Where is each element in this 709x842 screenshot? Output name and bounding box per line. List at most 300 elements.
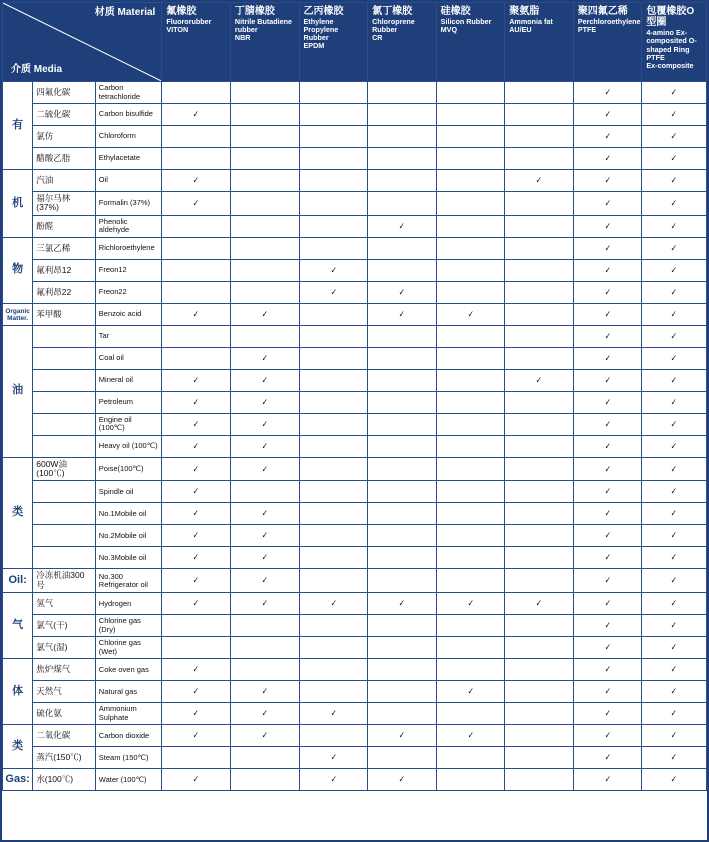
compatibility-empty-cell: [299, 237, 368, 259]
media-name-en: Freon22: [95, 281, 162, 303]
compatibility-check-icon: ✓: [162, 170, 231, 192]
compatibility-check-icon: ✓: [573, 347, 642, 369]
compatibility-check-icon: ✓: [642, 391, 707, 413]
row-group-label: 气: [3, 593, 33, 659]
compatibility-check-icon: ✓: [642, 503, 707, 525]
compatibility-empty-cell: [162, 215, 231, 237]
compatibility-check-icon: ✓: [573, 457, 642, 481]
compatibility-empty-cell: [230, 747, 299, 769]
compatibility-empty-cell: [368, 525, 437, 547]
media-name-en: No.2Mobile oil: [95, 525, 162, 547]
compatibility-check-icon: ✓: [642, 259, 707, 281]
compatibility-check-icon: ✓: [230, 503, 299, 525]
col-en: Ammonia fat: [509, 17, 553, 27]
compatibility-check-icon: ✓: [436, 303, 505, 325]
compatibility-empty-cell: [436, 747, 505, 769]
compatibility-empty-cell: [436, 259, 505, 281]
compatibility-check-icon: ✓: [162, 503, 231, 525]
compatibility-empty-cell: [505, 281, 574, 303]
compatibility-empty-cell: [368, 457, 437, 481]
compatibility-empty-cell: [230, 659, 299, 681]
table-row: [3, 435, 707, 457]
compatibility-empty-cell: [505, 681, 574, 703]
compatibility-empty-cell: [505, 413, 574, 435]
compatibility-check-icon: ✓: [642, 637, 707, 659]
compatibility-check-icon: ✓: [573, 659, 642, 681]
compatibility-check-icon: ✓: [299, 747, 368, 769]
compatibility-empty-cell: [368, 413, 437, 435]
compatibility-empty-cell: [299, 503, 368, 525]
compatibility-empty-cell: [299, 369, 368, 391]
header-corner-cell: [3, 3, 162, 82]
compatibility-check-icon: ✓: [162, 659, 231, 681]
compatibility-check-icon: ✓: [162, 725, 231, 747]
compatibility-empty-cell: [436, 569, 505, 593]
media-name-en: Hydrogen: [95, 593, 162, 615]
row-group-label: 类: [3, 457, 33, 569]
compatibility-check-icon: ✓: [642, 747, 707, 769]
compatibility-check-icon: ✓: [230, 369, 299, 391]
compatibility-check-icon: ✓: [299, 703, 368, 725]
compatibility-check-icon: ✓: [299, 769, 368, 791]
compatibility-empty-cell: [436, 525, 505, 547]
compatibility-empty-cell: [368, 681, 437, 703]
media-name-cn: 汽油: [33, 170, 96, 192]
compatibility-check-icon: ✓: [573, 747, 642, 769]
compatibility-empty-cell: [505, 104, 574, 126]
media-name-en: No.1Mobile oil: [95, 503, 162, 525]
compatibility-check-icon: ✓: [162, 457, 231, 481]
compatibility-check-icon: ✓: [162, 525, 231, 547]
compatibility-empty-cell: [368, 104, 437, 126]
compatibility-check-icon: ✓: [573, 503, 642, 525]
compatibility-empty-cell: [230, 615, 299, 637]
compatibility-empty-cell: [162, 615, 231, 637]
media-name-cn: 氟利昂12: [33, 259, 96, 281]
table-row: [3, 148, 707, 170]
media-name-en: Spindle oil: [95, 481, 162, 503]
compatibility-check-icon: ✓: [230, 347, 299, 369]
compatibility-empty-cell: [299, 347, 368, 369]
row-group-label: Oil:: [3, 569, 33, 593]
compatibility-check-icon: ✓: [642, 681, 707, 703]
compatibility-empty-cell: [436, 481, 505, 503]
media-name-cn: [33, 391, 96, 413]
media-name-cn: [33, 481, 96, 503]
compatibility-check-icon: ✓: [642, 725, 707, 747]
media-name-cn: 醋酸乙脂: [33, 148, 96, 170]
compatibility-empty-cell: [162, 126, 231, 148]
media-name-cn: [33, 325, 96, 347]
compatibility-empty-cell: [505, 237, 574, 259]
compatibility-empty-cell: [162, 82, 231, 104]
compatibility-check-icon: ✓: [368, 303, 437, 325]
compatibility-empty-cell: [162, 259, 231, 281]
compatibility-empty-cell: [368, 347, 437, 369]
row-group-label: 体: [3, 659, 33, 725]
col-cn: 氯丁橡胶: [372, 6, 413, 17]
column-header-ptfe: [573, 3, 642, 82]
compatibility-check-icon: ✓: [573, 725, 642, 747]
compatibility-empty-cell: [436, 413, 505, 435]
compatibility-check-icon: ✓: [162, 413, 231, 435]
compatibility-check-icon: ✓: [573, 215, 642, 237]
compatibility-check-icon: ✓: [642, 148, 707, 170]
compatibility-check-icon: ✓: [573, 82, 642, 104]
compatibility-empty-cell: [436, 503, 505, 525]
compatibility-empty-cell: [299, 192, 368, 216]
compatibility-empty-cell: [368, 481, 437, 503]
compatibility-empty-cell: [299, 457, 368, 481]
table-row: [3, 681, 707, 703]
col-cn: 聚氨脂: [509, 6, 540, 17]
compatibility-empty-cell: [505, 637, 574, 659]
compatibility-check-icon: ✓: [573, 481, 642, 503]
compatibility-check-icon: ✓: [573, 259, 642, 281]
table-row: [3, 82, 707, 104]
compatibility-empty-cell: [505, 347, 574, 369]
col-en: Silicon Rubber: [440, 17, 492, 27]
compatibility-check-icon: ✓: [162, 435, 231, 457]
compatibility-empty-cell: [162, 148, 231, 170]
compatibility-empty-cell: [162, 637, 231, 659]
compatibility-empty-cell: [368, 703, 437, 725]
col-en: Nitrile Butadiene rubber: [234, 17, 293, 35]
compatibility-empty-cell: [436, 347, 505, 369]
compatibility-check-icon: ✓: [642, 481, 707, 503]
row-group-label: [3, 303, 33, 325]
media-name-en: Freon12: [95, 259, 162, 281]
compatibility-empty-cell: [368, 569, 437, 593]
compatibility-empty-cell: [230, 769, 299, 791]
media-name-en: Richloroethylene: [95, 237, 162, 259]
compatibility-empty-cell: [436, 104, 505, 126]
media-name-en: No.300 Refrigerator oil: [95, 569, 162, 593]
compatibility-check-icon: ✓: [230, 525, 299, 547]
compatibility-check-icon: ✓: [230, 413, 299, 435]
table-row: [3, 347, 707, 369]
compatibility-empty-cell: [436, 703, 505, 725]
compatibility-empty-cell: [368, 148, 437, 170]
media-name-en: Natural gas: [95, 681, 162, 703]
compatibility-check-icon: ✓: [642, 347, 707, 369]
column-header-cr: [368, 3, 437, 82]
compatibility-empty-cell: [230, 215, 299, 237]
compatibility-empty-cell: [299, 615, 368, 637]
media-name-en: No.3Mobile oil: [95, 547, 162, 569]
table-row: [3, 481, 707, 503]
compatibility-empty-cell: [436, 82, 505, 104]
compatibility-empty-cell: [368, 659, 437, 681]
table-row: [3, 725, 707, 747]
compatibility-empty-cell: [505, 747, 574, 769]
table-row: [3, 747, 707, 769]
col-code: NBR: [234, 33, 251, 43]
compatibility-empty-cell: [436, 192, 505, 216]
table-row: [3, 281, 707, 303]
compatibility-empty-cell: [368, 747, 437, 769]
compatibility-empty-cell: [299, 104, 368, 126]
row-group-label: 机: [3, 170, 33, 238]
header-media-label: 介质 Media: [11, 63, 63, 75]
compatibility-empty-cell: [299, 435, 368, 457]
compatibility-empty-cell: [505, 525, 574, 547]
table-row: [3, 593, 707, 615]
compatibility-empty-cell: [436, 547, 505, 569]
media-name-cn: 天然气: [33, 681, 96, 703]
compatibility-check-icon: ✓: [642, 325, 707, 347]
compatibility-check-icon: ✓: [573, 170, 642, 192]
compatibility-check-icon: ✓: [299, 593, 368, 615]
media-name-cn: 600W油(100℃): [33, 457, 96, 481]
compatibility-check-icon: ✓: [162, 593, 231, 615]
media-name-cn: [33, 435, 96, 457]
compatibility-check-icon: ✓: [573, 637, 642, 659]
row-group-label: Gas:: [3, 769, 33, 791]
table-header: [3, 3, 707, 82]
compatibility-check-icon: ✓: [505, 170, 574, 192]
compatibility-empty-cell: [505, 725, 574, 747]
compatibility-check-icon: ✓: [642, 703, 707, 725]
media-name-cn: 苯甲酸: [33, 303, 96, 325]
compatibility-check-icon: ✓: [299, 281, 368, 303]
compatibility-check-icon: ✓: [230, 547, 299, 569]
media-name-en: Ammonium Sulphate: [95, 703, 162, 725]
compatibility-check-icon: ✓: [162, 369, 231, 391]
media-name-cn: 氯气(湿): [33, 637, 96, 659]
compatibility-empty-cell: [505, 126, 574, 148]
compatibility-empty-cell: [505, 148, 574, 170]
compatibility-check-icon: ✓: [642, 281, 707, 303]
compatibility-empty-cell: [230, 325, 299, 347]
compatibility-check-icon: ✓: [642, 369, 707, 391]
media-name-cn: 冷冻机油300号: [33, 569, 96, 593]
media-name-en: Carbon dioxide: [95, 725, 162, 747]
compatibility-empty-cell: [299, 569, 368, 593]
compatibility-check-icon: ✓: [162, 391, 231, 413]
compatibility-empty-cell: [505, 435, 574, 457]
media-name-en: Coke oven gas: [95, 659, 162, 681]
media-name-en: Carbon bisulfide: [95, 104, 162, 126]
table-row: [3, 547, 707, 569]
table-row: [3, 615, 707, 637]
compatibility-empty-cell: [299, 659, 368, 681]
compatibility-empty-cell: [368, 503, 437, 525]
compatibility-empty-cell: [505, 481, 574, 503]
table-row: [3, 170, 707, 192]
compatibility-check-icon: ✓: [573, 593, 642, 615]
media-name-en: Steam (150℃): [95, 747, 162, 769]
compatibility-check-icon: ✓: [642, 170, 707, 192]
compatibility-check-icon: ✓: [162, 681, 231, 703]
compatibility-empty-cell: [299, 303, 368, 325]
compatibility-empty-cell: [299, 325, 368, 347]
compatibility-check-icon: ✓: [573, 391, 642, 413]
compatibility-empty-cell: [162, 347, 231, 369]
compatibility-empty-cell: [162, 281, 231, 303]
compatibility-empty-cell: [436, 237, 505, 259]
compatibility-check-icon: ✓: [573, 681, 642, 703]
table-row: [3, 525, 707, 547]
row-group-label: 类: [3, 725, 33, 769]
table-row: [3, 215, 707, 237]
compatibility-check-icon: ✓: [642, 525, 707, 547]
compatibility-empty-cell: [230, 259, 299, 281]
media-name-cn: [33, 413, 96, 435]
compatibility-check-icon: ✓: [162, 703, 231, 725]
media-name-cn: [33, 525, 96, 547]
col-cn: 氟橡胶: [166, 6, 197, 17]
media-name-cn: 焦炉煤气: [33, 659, 96, 681]
row-group-label: 油: [3, 325, 33, 457]
compatibility-empty-cell: [230, 481, 299, 503]
compatibility-check-icon: ✓: [642, 457, 707, 481]
compatibility-empty-cell: [505, 615, 574, 637]
compatibility-check-icon: ✓: [642, 569, 707, 593]
compatibility-check-icon: ✓: [573, 192, 642, 216]
col-cn: 乙丙橡胶: [303, 6, 344, 17]
compatibility-empty-cell: [436, 615, 505, 637]
table-row: [3, 503, 707, 525]
compatibility-empty-cell: [505, 769, 574, 791]
compatibility-check-icon: ✓: [573, 413, 642, 435]
compatibility-empty-cell: [230, 126, 299, 148]
compatibility-empty-cell: [505, 391, 574, 413]
compatibility-empty-cell: [299, 525, 368, 547]
media-name-en: Ethylacetate: [95, 148, 162, 170]
compatibility-check-icon: ✓: [299, 259, 368, 281]
compatibility-empty-cell: [436, 215, 505, 237]
compatibility-empty-cell: [505, 215, 574, 237]
compatibility-empty-cell: [299, 413, 368, 435]
col-en: Chloroprene Rubber: [372, 17, 415, 35]
col-code: MVQ: [440, 25, 458, 35]
media-name-en: Formalin (37%): [95, 192, 162, 216]
compatibility-empty-cell: [299, 170, 368, 192]
compatibility-check-icon: ✓: [573, 303, 642, 325]
compatibility-check-icon: ✓: [368, 215, 437, 237]
column-header-mvq: [436, 3, 505, 82]
compatibility-empty-cell: [368, 547, 437, 569]
compatibility-empty-cell: [230, 192, 299, 216]
compatibility-check-icon: ✓: [573, 615, 642, 637]
compatibility-empty-cell: [368, 237, 437, 259]
col-cn: 聚四氟乙稀: [577, 6, 628, 17]
compatibility-empty-cell: [436, 659, 505, 681]
media-name-cn: 酚醛: [33, 215, 96, 237]
compatibility-empty-cell: [299, 215, 368, 237]
compatibility-check-icon: ✓: [642, 192, 707, 216]
compatibility-check-icon: ✓: [573, 148, 642, 170]
compatibility-check-icon: ✓: [162, 303, 231, 325]
col-en: 4-amino Ex-composited O-shaped Ring PTFE: [646, 28, 697, 62]
compatibility-check-icon: ✓: [573, 525, 642, 547]
compatibility-check-icon: ✓: [162, 769, 231, 791]
col-code: Ex-composite: [646, 60, 694, 70]
compatibility-empty-cell: [368, 170, 437, 192]
compatibility-check-icon: ✓: [573, 769, 642, 791]
compatibility-empty-cell: [436, 769, 505, 791]
compatibility-check-icon: ✓: [573, 435, 642, 457]
compatibility-check-icon: ✓: [368, 281, 437, 303]
compatibility-empty-cell: [299, 82, 368, 104]
compatibility-empty-cell: [230, 237, 299, 259]
compatibility-empty-cell: [436, 369, 505, 391]
compatibility-check-icon: ✓: [230, 569, 299, 593]
compatibility-check-icon: ✓: [573, 369, 642, 391]
compatibility-check-icon: ✓: [368, 725, 437, 747]
compatibility-check-icon: ✓: [642, 104, 707, 126]
media-name-en: Tar: [95, 325, 162, 347]
compatibility-empty-cell: [368, 369, 437, 391]
compatibility-check-icon: ✓: [162, 481, 231, 503]
compatibility-check-icon: ✓: [642, 215, 707, 237]
compatibility-empty-cell: [230, 82, 299, 104]
compatibility-empty-cell: [162, 237, 231, 259]
media-name-cn: 氢气: [33, 593, 96, 615]
compatibility-empty-cell: [230, 170, 299, 192]
table-row: [3, 237, 707, 259]
compatibility-check-icon: ✓: [573, 281, 642, 303]
compatibility-check-icon: ✓: [436, 681, 505, 703]
column-header-au-eu: [505, 3, 574, 82]
compatibility-check-icon: ✓: [573, 569, 642, 593]
compatibility-check-icon: ✓: [230, 593, 299, 615]
media-name-en: Heavy oil (100℃): [95, 435, 162, 457]
compatibility-empty-cell: [505, 82, 574, 104]
compatibility-empty-cell: [505, 659, 574, 681]
col-code: AU/EU: [509, 25, 532, 35]
compatibility-check-icon: ✓: [505, 369, 574, 391]
compatibility-empty-cell: [299, 126, 368, 148]
compatibility-empty-cell: [368, 325, 437, 347]
compatibility-empty-cell: [436, 126, 505, 148]
compatibility-empty-cell: [505, 192, 574, 216]
compatibility-check-icon: ✓: [573, 237, 642, 259]
media-name-en: Water (100℃): [95, 769, 162, 791]
compatibility-empty-cell: [436, 148, 505, 170]
compatibility-check-icon: ✓: [368, 769, 437, 791]
media-name-cn: [33, 347, 96, 369]
compatibility-check-icon: ✓: [642, 237, 707, 259]
compatibility-check-icon: ✓: [230, 725, 299, 747]
compatibility-empty-cell: [368, 192, 437, 216]
compatibility-empty-cell: [368, 615, 437, 637]
compatibility-empty-cell: [436, 170, 505, 192]
compatibility-empty-cell: [368, 259, 437, 281]
compatibility-empty-cell: [505, 703, 574, 725]
col-code: VITON: [166, 25, 189, 35]
compatibility-check-icon: ✓: [162, 104, 231, 126]
col-cn: 硅橡胶: [440, 6, 471, 17]
compatibility-empty-cell: [299, 547, 368, 569]
compatibility-empty-cell: [299, 148, 368, 170]
table-row: [3, 369, 707, 391]
compatibility-check-icon: ✓: [642, 547, 707, 569]
compatibility-check-icon: ✓: [368, 593, 437, 615]
media-name-cn: 氯仿: [33, 126, 96, 148]
compatibility-check-icon: ✓: [642, 769, 707, 791]
compatibility-empty-cell: [505, 325, 574, 347]
column-header-epdm: [299, 3, 368, 82]
compatibility-empty-cell: [299, 391, 368, 413]
compatibility-empty-cell: [230, 148, 299, 170]
compatibility-check-icon: ✓: [642, 413, 707, 435]
media-name-en: Chloroform: [95, 126, 162, 148]
table-row: [3, 569, 707, 593]
compatibility-empty-cell: [436, 281, 505, 303]
media-name-cn: 氟利昂22: [33, 281, 96, 303]
